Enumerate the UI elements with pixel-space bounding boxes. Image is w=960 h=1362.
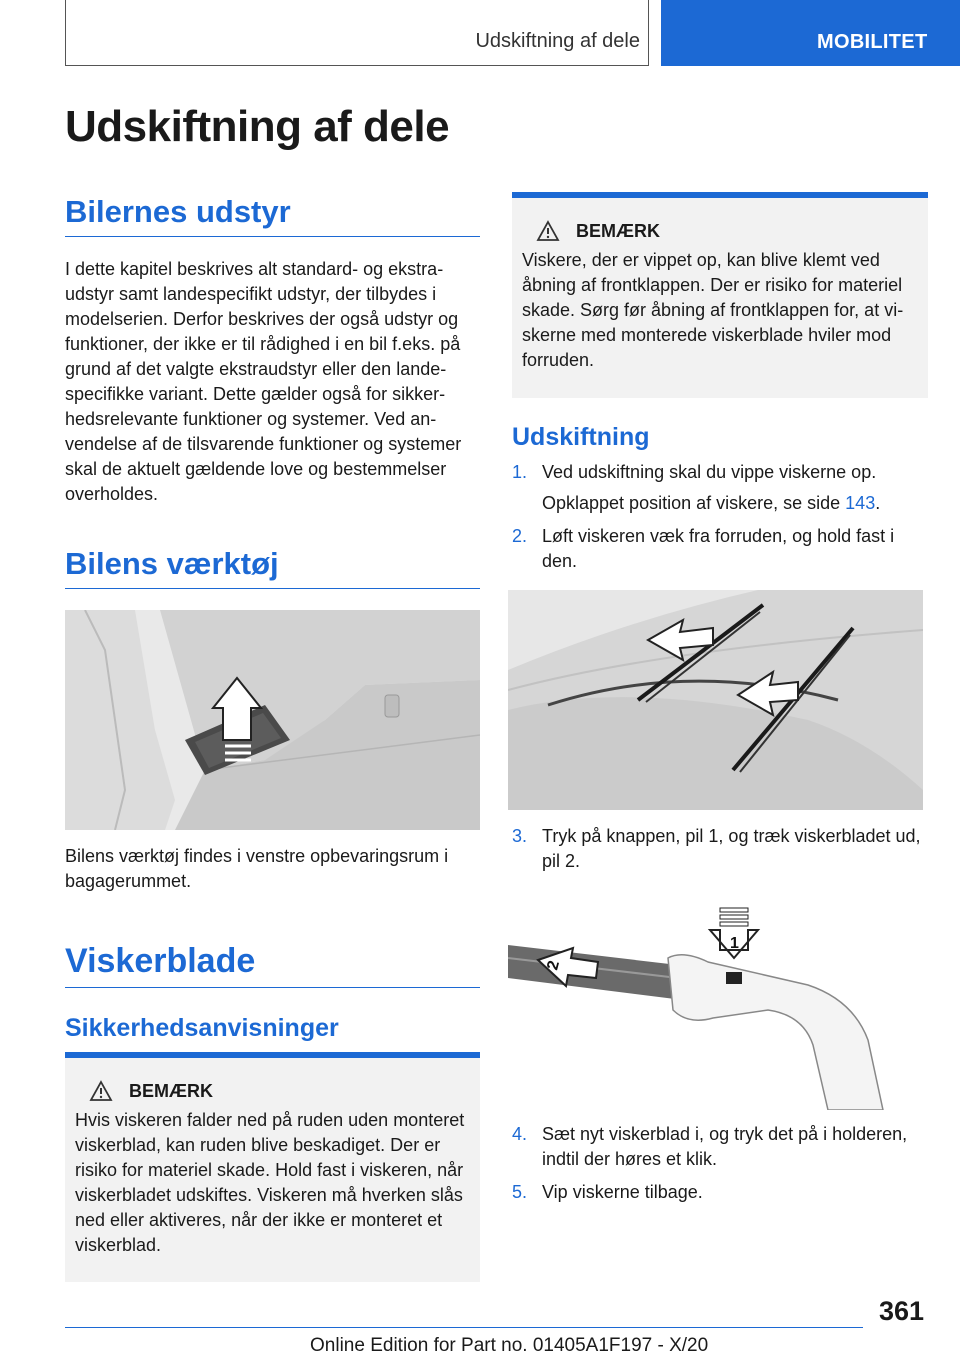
tools-section: [65, 546, 480, 589]
wiper-blade-figure: [508, 900, 923, 1110]
step-item: [512, 1122, 928, 1172]
heading-safety: Sikkerhedsanvisninger: [65, 1014, 339, 1042]
header-section-box: [65, 0, 649, 66]
footer-divider: [65, 1327, 863, 1328]
page-number: 361: [878, 1296, 924, 1326]
step-item: [512, 1180, 928, 1205]
page-link-143[interactable]: 143: [845, 493, 876, 513]
step-number: 4.: [512, 1124, 528, 1144]
left-column: [65, 194, 480, 507]
heading-wipers: Viskerblade: [65, 942, 480, 988]
step-item: [512, 460, 928, 485]
heading-tools: Bilens værktøj: [65, 546, 480, 589]
step-number: 3.: [512, 826, 528, 846]
header-chapter-tab[interactable]: [661, 0, 960, 66]
notice-text: Hvis viskeren falder ned på ruden uden monteret viskerblad, kan ruden blive beskadiget. Der er risiko for materiel skade. Hold fast i viskeren, når viskerbladet udskiftes. Viskeren må hverken slås ned eller aktiveres, når der ikke er monteret et viskerblad.: [75, 1110, 465, 1255]
replace-section: [512, 423, 928, 580]
notice-label: BEMÆRK: [129, 1080, 213, 1101]
notice-text: Viskere, der er vippet op, kan blive klemt ved åbning af frontklappen. Der er risiko for materiel skade. Sørg før åbning af frontklappen for, at viskerne med monterede viskerblade hviler mod forruden.: [522, 250, 904, 370]
step-number: 5.: [512, 1182, 528, 1202]
step-text: Løft viskeren væk fra forruden, og hold fast i den.: [542, 526, 895, 571]
header-chapter-label: MOBILITET: [817, 31, 928, 53]
steps-4-5-block: [512, 1122, 928, 1211]
step-item: [512, 824, 928, 874]
wiper-blade-illustration: [508, 900, 923, 1110]
windshield-illustration: [508, 590, 923, 810]
arrow-label-2: 2: [544, 958, 563, 972]
step-3-block: [512, 824, 928, 880]
equipment-paragraph: I dette kapitel beskrives alt standard- og ekstraudstyr samt landespecifikt udstyr, der tilbydes i modelserien. Derfor beskrives der også udstyr og funktioner, der ikke er til rådighed i en bil f.eks. på grund af det valgte ekstraudstyr eller den landespecifikke variant. Dette gælder også for sikkerhedsrelevante funktioner og systemer. Ved anvendelse af de tilsvarende funktioner og systemer skal de aktuelt gældende love og bestemmelser overholdes.: [65, 259, 462, 504]
tools-figure: [65, 610, 480, 830]
windshield-figure: [508, 590, 923, 810]
step-item: [512, 524, 928, 574]
step-text: Sæt nyt viskerblad i, og tryk det på i holderen, indtil der høres et klik.: [542, 1124, 908, 1169]
step-subtext: Opklappet position af viskere, se side 143.: [542, 493, 881, 513]
notice-label: BEMÆRK: [576, 220, 660, 241]
step-number: 2.: [512, 526, 528, 546]
notice-box-wiper-glass: [65, 1052, 480, 1282]
step-text: Vip viskerne tilbage.: [542, 1182, 703, 1202]
wipers-section: [65, 942, 480, 1043]
heading-replace: Udskiftning: [512, 423, 650, 451]
page-title: Udskiftning af dele: [65, 102, 450, 151]
arrow-label-1: 1: [730, 935, 739, 952]
header-section-title: Udskiftning af dele: [475, 30, 640, 52]
heading-equipment: Bilernes udstyr: [65, 194, 480, 237]
warning-triangle-icon: [536, 220, 560, 242]
warning-triangle-icon: [89, 1080, 113, 1102]
step-text: Tryk på knappen, pil 1, og træk viskerbladet ud, pil 2.: [542, 826, 921, 871]
tools-caption: Bilens værktøj findes i venstre opbevaringsrum i bagagerummet.: [65, 846, 449, 891]
step-number: 1.: [512, 462, 528, 482]
footer-edition: Online Edition for Part no. 01405A1F197 - X/20: [310, 1335, 709, 1356]
notice-box-hood: [512, 192, 928, 398]
trunk-illustration: [65, 610, 480, 830]
step-text: Ved udskiftning skal du vippe viskerne op.: [542, 462, 877, 482]
